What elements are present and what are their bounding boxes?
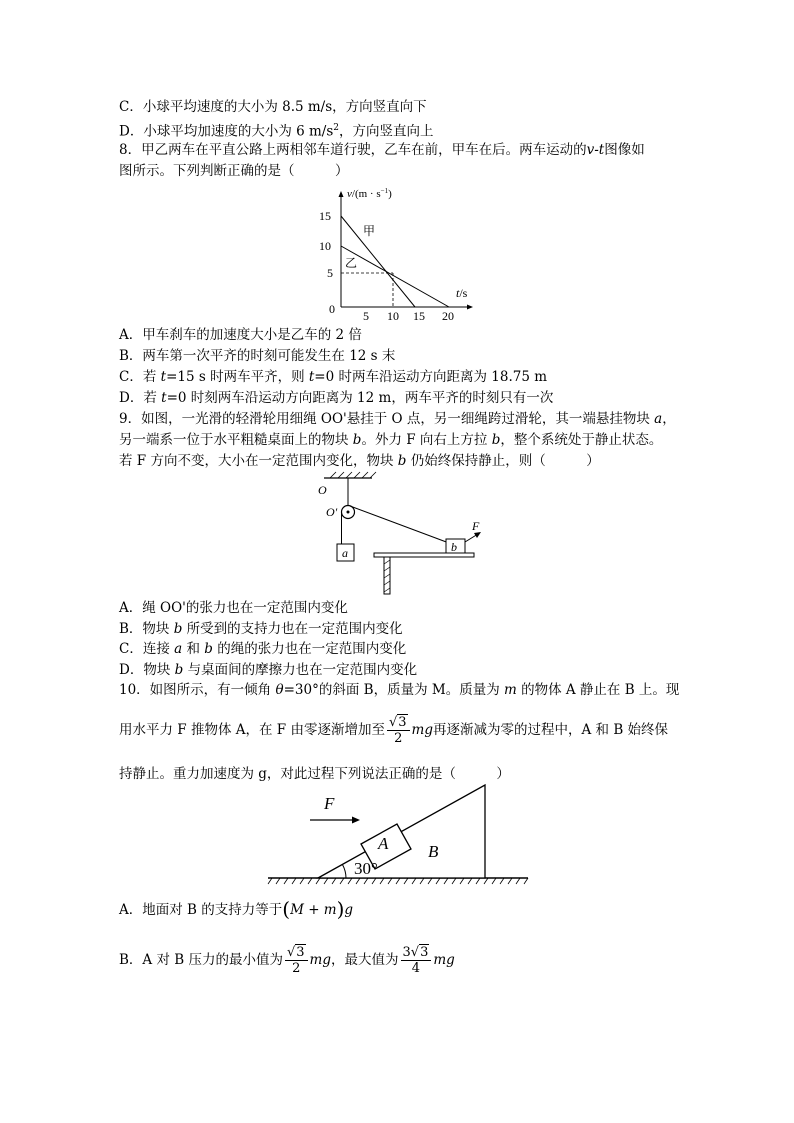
table-top: [374, 553, 474, 557]
rope-to-b: [350, 506, 449, 543]
q8-option-b: B．两车第一次平齐的时刻可能发生在 12 s 末: [119, 348, 396, 364]
q9-option-a: A．绳 OO'的张力也在一定范围内变化: [119, 600, 348, 616]
y-axis-arrow: [339, 191, 344, 197]
q9-option-d: D．物块 b 与桌面间的摩擦力也在一定范围内变化: [119, 662, 418, 678]
q10-stem-line3: 持静止。重力加速度为 g，对此过程下列说法正确的是（ ）: [119, 766, 510, 782]
q9-option-c: C．连接 a 和 b 的绳的张力也在一定范围内变化: [119, 641, 407, 657]
fraction-min: $\frac{√3}{2}$: [285, 945, 308, 976]
label-a: A: [378, 834, 389, 853]
ytick-15: 15: [319, 209, 331, 223]
xtick-20: 20: [442, 309, 454, 323]
force-f-arrowhead: [352, 817, 360, 824]
q10-stem-line1: 10．如图所示，有一倾角 θ=30°的斜面 B，质量为 M。质量为 m 的物体 A 静止在 B 上。现: [119, 682, 680, 698]
q7-option-d: D．小球平均加速度的大小为 6 $m/s^2$，方向竖直向上: [119, 123, 434, 140]
label-yi: 乙: [345, 256, 358, 270]
x-axis-label: t/s: [456, 286, 468, 300]
label-a: a: [342, 546, 348, 560]
q10-option-b: B．A 对 B 压力的最小值为 $\frac{√3}{2}$ mg，最大值为 $\frac{3√3}{4}$ mg: [119, 945, 455, 976]
xtick-10: 10: [387, 309, 399, 323]
ceiling-hatch: [330, 472, 376, 478]
label-o: O: [318, 483, 327, 497]
label-f: F: [324, 794, 335, 813]
fraction-sqrt3-over-2: $\frac{√3}{2}$: [387, 715, 410, 746]
origin-label: 0: [329, 302, 335, 316]
q9-option-b: B．物块 b 所受到的支持力也在一定范围内变化: [119, 621, 403, 637]
q10-incline-figure: [266, 784, 530, 886]
label-b: B: [428, 842, 439, 861]
y-axis-label: $v/(m \cdot s^{-1})$: [347, 187, 392, 200]
xtick-15: 15: [413, 309, 425, 323]
q7-option-c: C．小球平均速度的大小为 8.5 m/s，方向竖直向下: [119, 99, 427, 115]
ytick-5: 5: [327, 266, 333, 280]
q8-option-c: C．若 t=15 s 时两车平齐，则 t=0 时两车沿运动方向距离为 18.75 m: [119, 369, 548, 385]
q9-stem-line1: 9．如图，一光滑的轻滑轮用细绳 OO'悬挂于 O 点，另一细绳跨过滑轮，其一端悬挂物块 a，: [119, 411, 676, 427]
q8-option-a: A．甲车刹车的加速度大小是乙车的 2 倍: [119, 327, 362, 343]
q8-vt-graph: [319, 183, 475, 323]
q9-pulley-figure: [310, 472, 490, 598]
q10-option-a: A．地面对 B 的支持力等于(M + m)g: [119, 897, 354, 921]
q8-stem-line1: 8．甲乙两车在平直公路上两相邻车道行驶，乙车在前，甲车在后。两车运动的v-t图像如: [119, 142, 645, 158]
label-b: b: [451, 540, 457, 554]
ytick-10: 10: [319, 239, 331, 253]
q10-stem-line2: 用水平力 F 推物体 A，在 F 由零逐渐增加至 $\frac{√3}{2}$ mg再逐渐减为零的过程中，A 和 B 始终保: [119, 715, 669, 746]
q9-stem-line3: 若 F 方向不变，大小在一定范围内变化，物块 b 仍始终保持静止，则（ ）: [119, 453, 600, 469]
xtick-5: 5: [363, 309, 369, 323]
ground-hatch: [268, 878, 528, 884]
q8-stem-line2: 图所示。下列判断正确的是（ ）: [119, 163, 349, 179]
q9-stem-line2: 另一端系一位于水平粗糙桌面上的物块 b。外力 F 向右上方拉 b，整个系统处于静止状态。: [119, 432, 663, 448]
label-o-prime: O′: [326, 505, 338, 519]
q8-option-d: D．若 t=0 时刻两车沿运动方向距离为 12 m，两车平齐的时刻只有一次: [119, 390, 554, 406]
pulley-axle: [347, 511, 350, 514]
label-jia: 甲: [363, 224, 376, 238]
label-angle: 30°: [354, 859, 378, 878]
label-f: F: [472, 519, 480, 533]
fraction-max: $\frac{3√3}{4}$: [401, 945, 432, 976]
line-yi: [341, 246, 449, 307]
x-axis-arrow: [467, 305, 473, 310]
